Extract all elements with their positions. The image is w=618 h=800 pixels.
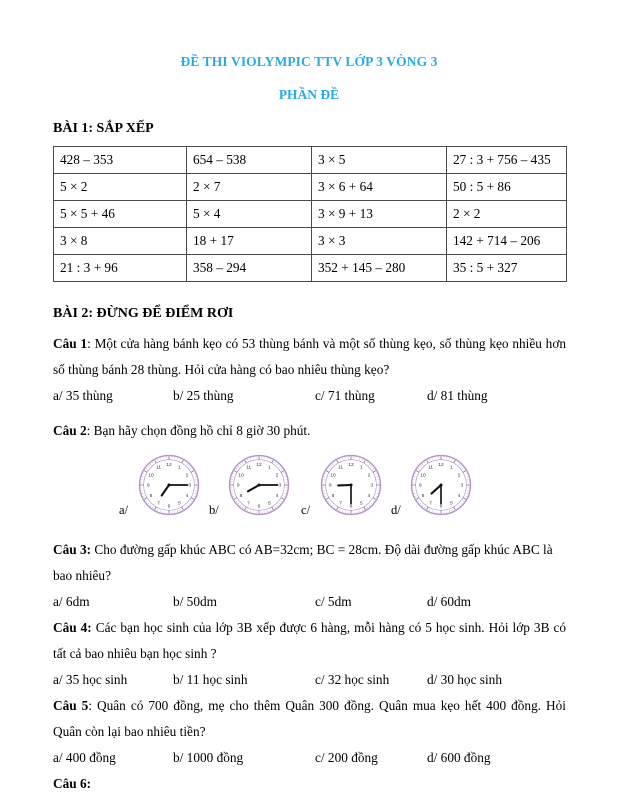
svg-text:10: 10 bbox=[238, 473, 244, 479]
table-cell[interactable]: 428 – 353 bbox=[54, 146, 187, 173]
option-a[interactable]: a/ 35 học sinh bbox=[53, 672, 128, 688]
table-cell[interactable]: 27 : 3 + 756 – 435 bbox=[447, 146, 567, 173]
question-5-separator: : bbox=[88, 698, 93, 714]
question-3-body: Cho đường gấp khúc ABC có AB=32cm; BC = 28cm. Độ dài đường gấp khúc ABC là bao nhiêu? bbox=[53, 542, 553, 584]
bai2-section bbox=[0, 282, 618, 797]
svg-text:11: 11 bbox=[156, 466, 162, 472]
svg-text:7: 7 bbox=[157, 502, 160, 508]
question-1-options bbox=[53, 383, 566, 409]
page-subtitle: PHẦN ĐỀ bbox=[278, 86, 340, 102]
svg-text:12: 12 bbox=[166, 463, 172, 469]
svg-text:4: 4 bbox=[367, 494, 371, 500]
question-2-label: Câu 2 bbox=[53, 422, 87, 438]
svg-text:1: 1 bbox=[450, 466, 453, 472]
svg-text:9: 9 bbox=[328, 484, 332, 490]
option-c[interactable]: c/ 5dm bbox=[315, 594, 352, 610]
svg-text:6: 6 bbox=[349, 504, 353, 510]
table-cell[interactable]: 3 × 3 bbox=[312, 227, 447, 254]
svg-text:11: 11 bbox=[428, 466, 434, 472]
svg-text:9: 9 bbox=[146, 484, 150, 490]
table-cell[interactable]: 18 + 17 bbox=[187, 227, 312, 254]
table-row bbox=[54, 227, 567, 254]
table-cell[interactable]: 3 × 5 bbox=[312, 146, 447, 173]
question-5-body: Quân có 700 đồng, mẹ cho thêm Quân 300 đồng. Quân mua kẹo hết 400 đồng. Hỏi Quân còn lại bao nhiêu tiền? bbox=[53, 698, 566, 740]
option-d[interactable]: d/ 60dm bbox=[427, 594, 471, 610]
option-a[interactable]: a/ 400 đồng bbox=[53, 749, 116, 765]
question-5-label: Câu 5 bbox=[53, 698, 89, 714]
svg-text:10: 10 bbox=[148, 473, 154, 479]
clock-face-b-icon bbox=[227, 453, 291, 517]
bai1-expression-table bbox=[53, 146, 567, 282]
svg-text:10: 10 bbox=[330, 473, 336, 479]
option-a[interactable]: a/ 35 thùng bbox=[53, 387, 113, 403]
table-cell[interactable]: 654 – 538 bbox=[187, 146, 312, 173]
svg-text:4: 4 bbox=[185, 494, 189, 500]
page-title: ĐỀ THI VIOLYMPIC TTV LỚP 3 VÒNG 3 bbox=[180, 54, 438, 69]
question-3-options bbox=[53, 589, 566, 615]
svg-text:2: 2 bbox=[457, 473, 461, 479]
question-5-options bbox=[53, 745, 566, 771]
svg-text:3: 3 bbox=[370, 484, 374, 490]
table-cell[interactable]: 358 – 294 bbox=[187, 254, 312, 281]
svg-text:2: 2 bbox=[367, 473, 371, 479]
clock-face-d-icon bbox=[409, 453, 473, 517]
svg-text:1: 1 bbox=[178, 466, 181, 472]
svg-text:3: 3 bbox=[460, 484, 464, 490]
svg-text:6: 6 bbox=[439, 504, 443, 510]
question-2-separator: : bbox=[86, 422, 91, 438]
svg-text:8: 8 bbox=[421, 494, 425, 500]
svg-text:7: 7 bbox=[339, 502, 342, 508]
question-1-text bbox=[53, 331, 566, 383]
clock-option-d-label: d/ bbox=[391, 503, 401, 518]
table-cell[interactable]: 5 × 5 + 46 bbox=[54, 200, 187, 227]
svg-text:2: 2 bbox=[185, 473, 189, 479]
question-4-options bbox=[53, 667, 566, 693]
svg-text:2: 2 bbox=[275, 473, 279, 479]
clock-option-c-label: c/ bbox=[301, 503, 311, 518]
option-b[interactable]: b/ 1000 đồng bbox=[173, 749, 244, 765]
table-cell[interactable]: 3 × 9 + 13 bbox=[312, 200, 447, 227]
table-cell[interactable]: 352 + 145 – 280 bbox=[312, 254, 447, 281]
svg-text:5: 5 bbox=[268, 502, 271, 508]
question-4-label: Câu 4: bbox=[53, 620, 92, 636]
question-2-clock-options bbox=[53, 453, 566, 519]
svg-text:5: 5 bbox=[450, 502, 453, 508]
svg-text:11: 11 bbox=[338, 466, 344, 472]
svg-text:11: 11 bbox=[246, 466, 252, 472]
question-4-body: Các bạn học sinh của lớp 3B xếp được 6 hàng, mỗi hàng có 5 học sinh. Hỏi lớp 3B có tất cả bao nhiêu bạn học sinh ? bbox=[53, 620, 566, 662]
svg-text:3: 3 bbox=[188, 484, 192, 490]
option-a[interactable]: a/ 6dm bbox=[53, 594, 90, 610]
option-d[interactable]: d/ 600 đồng bbox=[427, 749, 491, 765]
svg-text:1: 1 bbox=[268, 466, 271, 472]
option-b[interactable]: b/ 25 thùng bbox=[173, 387, 234, 403]
table-cell[interactable]: 2 × 2 bbox=[447, 200, 567, 227]
option-b[interactable]: b/ 50dm bbox=[173, 594, 217, 610]
svg-text:6: 6 bbox=[167, 504, 171, 510]
svg-text:8: 8 bbox=[239, 494, 243, 500]
question-3-label: Câu 3: bbox=[53, 542, 92, 558]
option-d[interactable]: d/ 30 học sinh bbox=[427, 672, 502, 688]
table-cell[interactable]: 35 : 5 + 327 bbox=[447, 254, 567, 281]
question-4-text bbox=[53, 615, 566, 667]
svg-text:8: 8 bbox=[149, 494, 153, 500]
svg-text:10: 10 bbox=[420, 473, 426, 479]
table-cell[interactable]: 142 + 714 – 206 bbox=[447, 227, 567, 254]
svg-text:7: 7 bbox=[429, 502, 432, 508]
option-c[interactable]: c/ 200 đồng bbox=[315, 749, 378, 765]
clock-face-c-icon bbox=[319, 453, 383, 517]
svg-text:5: 5 bbox=[178, 502, 181, 508]
question-3 bbox=[53, 537, 566, 615]
question-4 bbox=[53, 615, 566, 693]
bai2-heading: BÀI 2: ĐỪNG ĐỂ ĐIỂM RƠI bbox=[53, 305, 234, 321]
svg-text:8: 8 bbox=[331, 494, 335, 500]
option-c[interactable]: c/ 32 học sinh bbox=[315, 672, 390, 688]
clock-option-d[interactable] bbox=[391, 453, 511, 519]
question-5-text bbox=[53, 693, 566, 745]
table-row bbox=[54, 200, 567, 227]
question-1-body: Một cửa hàng bánh kẹo có 53 thùng bánh và một số thùng kẹo, số thùng kẹo nhiều hơn số thùng bánh 28 thùng. Hỏi cửa hàng có bao nhiêu thùng kẹo? bbox=[53, 335, 566, 377]
question-1-label: Câu 1 bbox=[53, 335, 88, 351]
question-2 bbox=[53, 418, 566, 520]
svg-text:4: 4 bbox=[457, 494, 461, 500]
svg-text:5: 5 bbox=[360, 502, 363, 508]
svg-text:12: 12 bbox=[348, 463, 354, 469]
svg-text:9: 9 bbox=[418, 484, 422, 490]
option-d[interactable]: d/ 81 thùng bbox=[427, 387, 488, 403]
clock-face-a-icon bbox=[137, 453, 201, 517]
svg-text:6: 6 bbox=[257, 504, 261, 510]
clock-option-a-label: a/ bbox=[119, 503, 129, 518]
question-1-separator: : bbox=[87, 335, 91, 351]
table-row bbox=[54, 173, 567, 200]
question-2-body: Bạn hãy chọn đồng hồ chỉ 8 giờ 30 phút. bbox=[90, 422, 311, 438]
question-2-text bbox=[53, 418, 566, 444]
table-cell[interactable]: 3 × 8 bbox=[54, 227, 187, 254]
question-1 bbox=[53, 331, 566, 409]
table-row bbox=[54, 146, 567, 173]
bai1-heading: BÀI 1: SẮP XẾP bbox=[53, 120, 154, 136]
svg-text:1: 1 bbox=[360, 466, 363, 472]
svg-text:12: 12 bbox=[256, 463, 262, 469]
table-cell[interactable]: 2 × 7 bbox=[187, 173, 312, 200]
svg-text:3: 3 bbox=[278, 484, 282, 490]
clock-option-b-label: b/ bbox=[209, 503, 219, 518]
table-cell[interactable]: 3 × 6 + 64 bbox=[312, 173, 447, 200]
table-cell[interactable]: 21 : 3 + 96 bbox=[54, 254, 187, 281]
svg-text:7: 7 bbox=[247, 502, 250, 508]
table-row bbox=[54, 254, 567, 281]
table-cell[interactable]: 5 × 4 bbox=[187, 200, 312, 227]
svg-text:4: 4 bbox=[275, 494, 279, 500]
question-6-label: Câu 6: bbox=[53, 775, 92, 791]
svg-text:12: 12 bbox=[438, 463, 444, 469]
option-b[interactable]: b/ 11 học sinh bbox=[173, 672, 248, 688]
question-5 bbox=[53, 693, 566, 771]
table-cell[interactable]: 50 : 5 + 86 bbox=[447, 173, 567, 200]
table-cell[interactable]: 5 × 2 bbox=[54, 173, 187, 200]
svg-text:9: 9 bbox=[236, 484, 240, 490]
question-3-text bbox=[53, 537, 566, 589]
option-c[interactable]: c/ 71 thùng bbox=[315, 387, 375, 403]
